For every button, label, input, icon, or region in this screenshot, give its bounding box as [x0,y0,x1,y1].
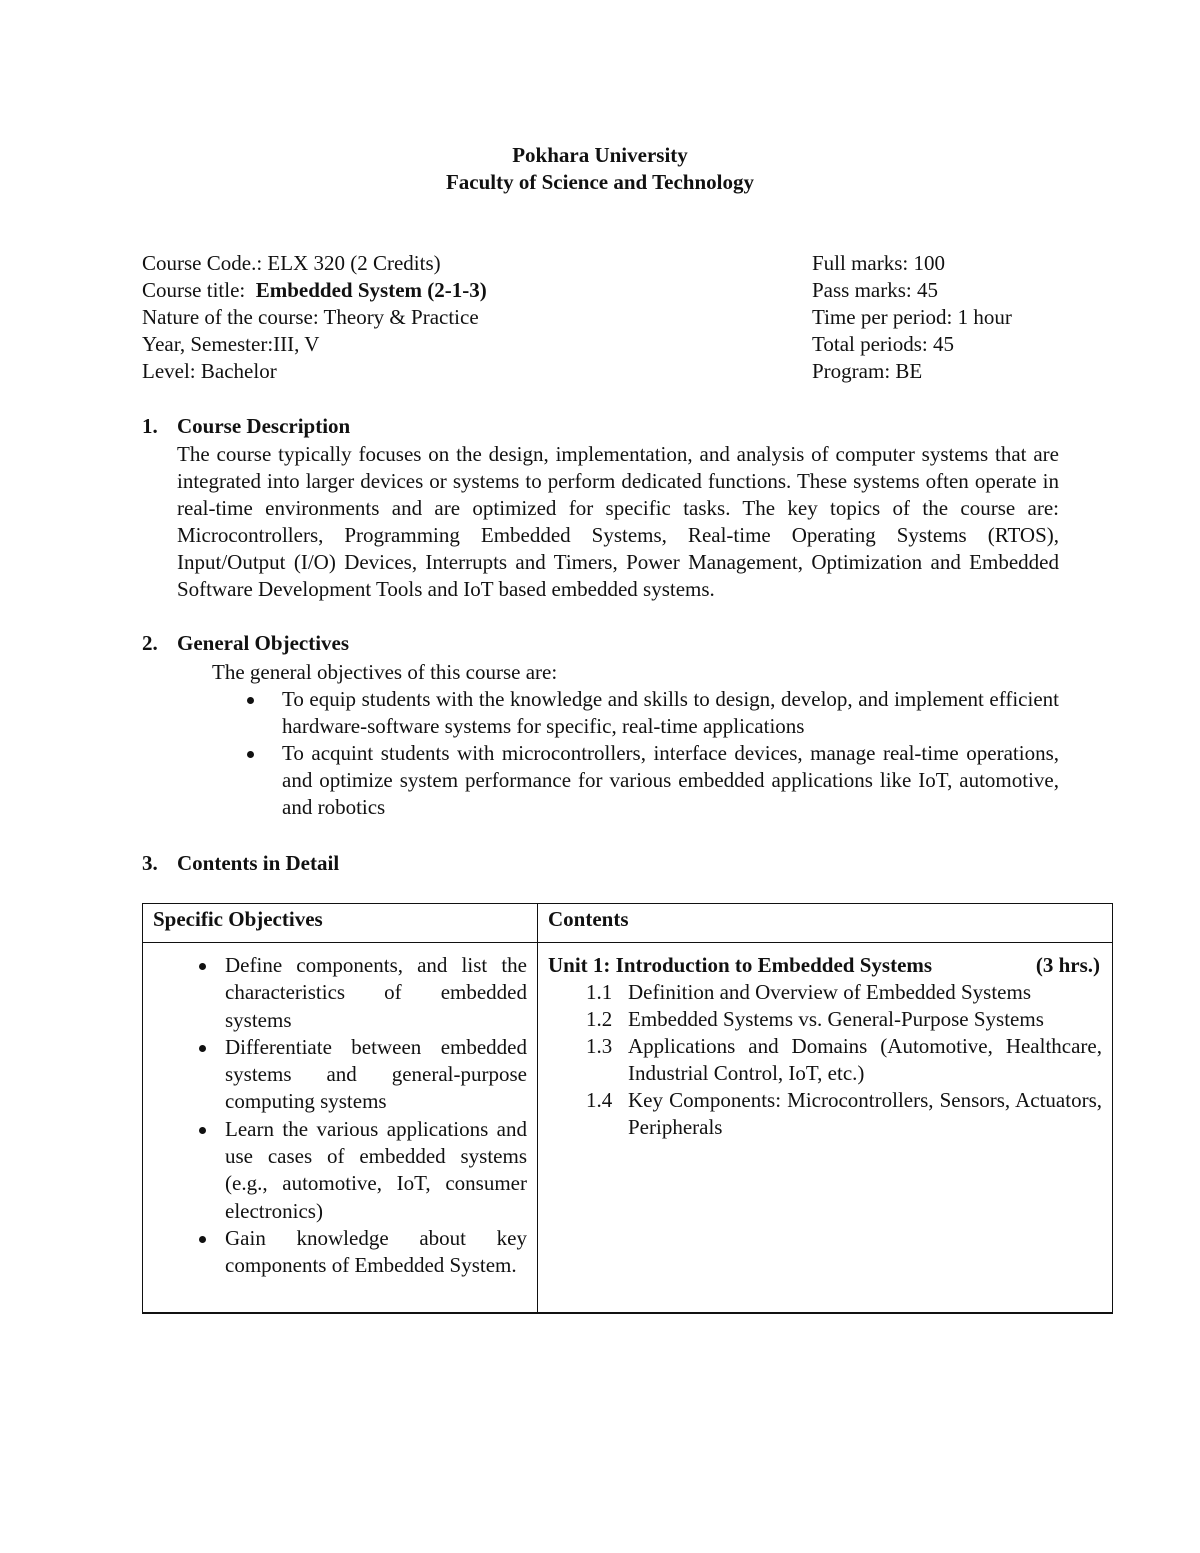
section-number: 2. [142,631,158,655]
unit-hours: (3 hrs.) [1035,953,1100,977]
course-title-line [142,277,487,304]
section-heading-objectives [142,630,349,657]
topic-number: 1.3 [586,1034,613,1058]
table-row [143,943,1113,1314]
list-item: Learn the various applications and use cases of embedded systems (e.g., automotive, IoT, consumer electronics) [153,1116,527,1225]
topic-item [548,1006,1102,1033]
contents-cell [538,943,1113,1314]
topic-text: Embedded Systems vs. General-Purpose Systems [628,1007,1044,1031]
unit-name: Unit 1: Introduction to Embedded Systems [548,953,933,977]
full-marks: Full marks: 100 [812,251,946,275]
topic-item [548,1087,1102,1141]
list-item: Differentiate between embedded systems and general-purpose computing systems [153,1034,527,1116]
objective-item: To acquint students with microcontrollers, interface devices, manage real-time operations, and optimize system performance for various embedded applications like IoT, automotive, and robotics [212,740,1059,821]
specific-objectives-list [153,952,527,1280]
program: Program: BE [812,359,923,383]
topic-text: Definition and Overview of Embedded Systems [628,980,1031,1004]
section-title: General Objectives [177,631,350,655]
unit-topics [548,979,1102,1141]
contents-table [142,903,1113,1314]
course-description-text: The course typically focuses on the design, implementation, and analysis of computer systems that are integrated into larger devices or systems to perform dedicated functions. These systems often operate in real-time environments and are optimized for specific tasks. The key topics of the course are: Microcontrollers, Programming Embedded Systems, Real-time Operating Systems (RTOS), Input/Output (I/O) Devices, Interrupts and Timers, Power Management, Optimization and Embedded Software Development Tools and IoT based embedded systems. [177,442,1059,601]
university-name: Pokhara University [512,143,688,167]
faculty-name: Faculty of Science and Technology [445,170,755,194]
section-heading-contents [142,850,339,877]
course-code: Course Code.: ELX 320 (2 Credits) [142,251,441,275]
course-info-right [812,250,1012,385]
list-item: Gain knowledge about key components of Embedded System. [153,1225,527,1280]
section-number: 1. [142,414,158,438]
course-info-left [142,250,487,385]
topic-number: 1.1 [586,980,613,1004]
course-title-label: Course title: [142,278,246,302]
general-objectives [212,659,1059,821]
topic-text: Key Components: Microcontrollers, Sensors, Actuators, Peripherals [628,1088,1102,1139]
table-header-row [143,904,1113,943]
course-level: Level: Bachelor [142,359,277,383]
course-title-value: Embedded System (2-1-3) [255,278,487,302]
course-nature: Nature of the course: Theory & Practice [142,305,479,329]
topic-item [548,979,1102,1006]
objectives-intro: The general objectives of this course are: [212,660,558,684]
document-header [0,142,1200,196]
section-title: Course Description [177,414,351,438]
header-specific-objectives: Specific Objectives [143,904,538,943]
section-heading-description [142,413,350,440]
topic-item [548,1033,1102,1087]
time-per-period: Time per period: 1 hour [812,305,1012,329]
pass-marks: Pass marks: 45 [812,278,938,302]
specific-objectives-cell [143,943,538,1314]
header-contents: Contents [538,904,1113,943]
year-semester: Year, Semester:III, V [142,332,320,356]
unit-title [548,952,1102,979]
topic-text: Applications and Domains (Automotive, Healthcare, Industrial Control, IoT, etc.) [628,1034,1102,1085]
section-number: 3. [142,851,158,875]
total-periods: Total periods: 45 [812,332,955,356]
list-item: Define components, and list the characteristics of embedded systems [153,952,527,1034]
topic-number: 1.4 [586,1088,613,1112]
topic-number: 1.2 [586,1007,613,1031]
objectives-list [212,686,1059,821]
objective-item: To equip students with the knowledge and skills to design, develop, and implement efficient hardware-software systems for specific, real-time applications [212,686,1059,740]
section-title: Contents in Detail [177,851,340,875]
